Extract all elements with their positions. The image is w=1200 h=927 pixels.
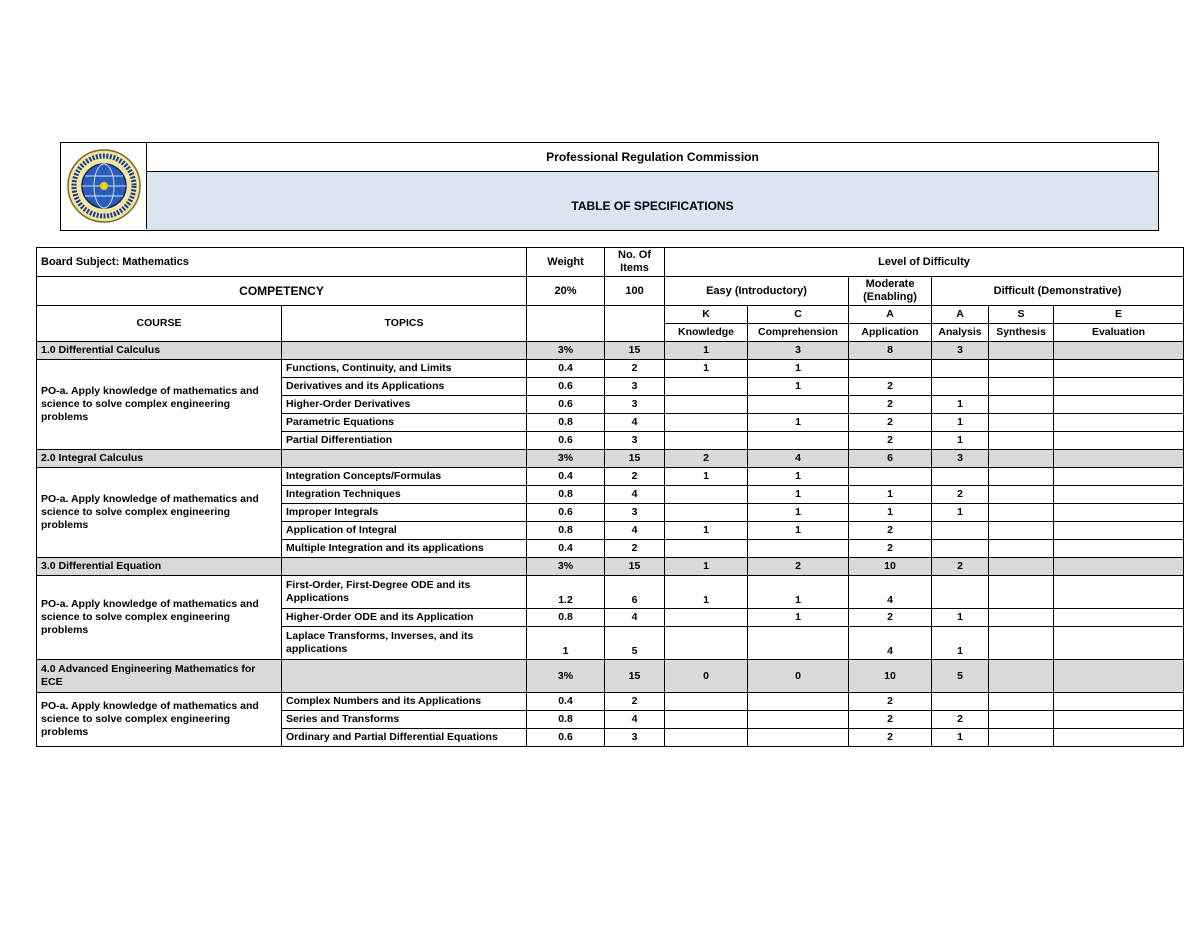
program-outcome: PO-a. Apply knowledge of mathematics and science to solve complex engineering problems xyxy=(37,468,282,558)
synthesis-cell xyxy=(989,396,1054,414)
items-cell: 6 xyxy=(605,576,665,609)
specifications-table xyxy=(36,247,1184,747)
analysis-cell xyxy=(932,576,989,609)
comprehension-cell: 1 xyxy=(748,414,849,432)
empty-cell xyxy=(282,660,527,693)
weight-cell: 0.6 xyxy=(527,378,605,396)
analysis-cell: 1 xyxy=(932,414,989,432)
application-cell: 2 xyxy=(849,711,932,729)
program-outcome: PO-a. Apply knowledge of mathematics and science to solve complex engineering problems xyxy=(37,693,282,747)
weight-cell: 0.6 xyxy=(527,504,605,522)
topic-row xyxy=(37,360,1184,378)
application-cell: 2 xyxy=(849,378,932,396)
weight-cell: 3% xyxy=(527,342,605,360)
section-name: 3.0 Differential Equation xyxy=(37,558,282,576)
application-cell: 2 xyxy=(849,729,932,747)
evaluation-cell xyxy=(1054,576,1184,609)
document-header xyxy=(60,142,1159,231)
items-cell: 4 xyxy=(605,522,665,540)
knowledge-cell: 1 xyxy=(665,522,748,540)
knowledge-cell xyxy=(665,609,748,627)
knowledge-cell xyxy=(665,693,748,711)
weight-cell: 1.2 xyxy=(527,576,605,609)
evaluation-cell xyxy=(1054,396,1184,414)
knowledge-cell xyxy=(665,432,748,450)
items-cell: 3 xyxy=(605,378,665,396)
comprehension-cell: 1 xyxy=(748,609,849,627)
comprehension-cell: 1 xyxy=(748,468,849,486)
weight-cell: 0.8 xyxy=(527,522,605,540)
synthesis-cell xyxy=(989,540,1054,558)
weight-cell: 0.8 xyxy=(527,609,605,627)
topic-name: Multiple Integration and its applications xyxy=(282,540,527,558)
evaluation-cell xyxy=(1054,660,1184,693)
evaluation-cell xyxy=(1054,522,1184,540)
application-cell: 8 xyxy=(849,342,932,360)
analysis-cell xyxy=(932,378,989,396)
weight-cell: 0.4 xyxy=(527,693,605,711)
level-name: Comprehension xyxy=(748,324,849,342)
comprehension-cell xyxy=(748,432,849,450)
knowledge-cell: 1 xyxy=(665,468,748,486)
synthesis-cell xyxy=(989,558,1054,576)
synthesis-cell xyxy=(989,627,1054,660)
analysis-cell xyxy=(932,522,989,540)
empty-cell xyxy=(282,450,527,468)
application-cell: 2 xyxy=(849,432,932,450)
items-cell: 3 xyxy=(605,729,665,747)
application-cell: 2 xyxy=(849,540,932,558)
level-name: Analysis xyxy=(932,324,989,342)
items-cell: 4 xyxy=(605,711,665,729)
comprehension-cell: 0 xyxy=(748,660,849,693)
topic-row xyxy=(37,468,1184,486)
evaluation-cell xyxy=(1054,609,1184,627)
comprehension-cell: 1 xyxy=(748,576,849,609)
synthesis-cell xyxy=(989,711,1054,729)
total-items: 100 xyxy=(605,277,665,306)
section-name: 1.0 Differential Calculus xyxy=(37,342,282,360)
synthesis-cell xyxy=(989,414,1054,432)
knowledge-cell xyxy=(665,540,748,558)
comprehension-cell xyxy=(748,627,849,660)
analysis-cell xyxy=(932,468,989,486)
empty-cell xyxy=(527,306,605,342)
evaluation-cell xyxy=(1054,468,1184,486)
weight-cell: 3% xyxy=(527,450,605,468)
table-header-row-3 xyxy=(37,306,1184,324)
section-row xyxy=(37,450,1184,468)
evaluation-cell xyxy=(1054,486,1184,504)
synthesis-cell xyxy=(989,486,1054,504)
competency-header: COMPETENCY xyxy=(37,277,527,306)
comprehension-cell: 1 xyxy=(748,522,849,540)
weight-cell: 1 xyxy=(527,627,605,660)
topic-name: Ordinary and Partial Differential Equations xyxy=(282,729,527,747)
section-row xyxy=(37,660,1184,693)
items-cell: 3 xyxy=(605,432,665,450)
items-cell: 5 xyxy=(605,627,665,660)
evaluation-cell xyxy=(1054,450,1184,468)
topic-name: Higher-Order ODE and its Application xyxy=(282,609,527,627)
items-cell: 15 xyxy=(605,450,665,468)
comprehension-cell: 1 xyxy=(748,360,849,378)
comprehension-cell xyxy=(748,729,849,747)
analysis-cell xyxy=(932,360,989,378)
empty-cell xyxy=(282,342,527,360)
evaluation-cell xyxy=(1054,729,1184,747)
total-weight: 20% xyxy=(527,277,605,306)
synthesis-cell xyxy=(989,609,1054,627)
knowledge-cell xyxy=(665,414,748,432)
items-cell: 2 xyxy=(605,360,665,378)
knowledge-cell xyxy=(665,378,748,396)
weight-cell: 0.4 xyxy=(527,540,605,558)
evaluation-cell xyxy=(1054,414,1184,432)
knowledge-cell: 1 xyxy=(665,342,748,360)
weight-cell: 0.8 xyxy=(527,711,605,729)
level-letter: C xyxy=(748,306,849,324)
comprehension-cell: 4 xyxy=(748,450,849,468)
weight-cell: 3% xyxy=(527,660,605,693)
topic-name: Complex Numbers and its Applications xyxy=(282,693,527,711)
level-letter: A xyxy=(849,306,932,324)
items-cell: 2 xyxy=(605,468,665,486)
analysis-cell: 1 xyxy=(932,609,989,627)
knowledge-cell: 1 xyxy=(665,360,748,378)
application-cell: 2 xyxy=(849,609,932,627)
header-subtitle: TABLE OF SPECIFICATIONS xyxy=(147,172,1158,230)
logo-cell xyxy=(61,143,147,229)
level-letter: K xyxy=(665,306,748,324)
program-outcome: PO-a. Apply knowledge of mathematics and science to solve complex engineering problems xyxy=(37,360,282,450)
application-cell: 2 xyxy=(849,522,932,540)
analysis-cell: 5 xyxy=(932,660,989,693)
items-cell: 3 xyxy=(605,504,665,522)
topic-name: Laplace Transforms, Inverses, and its applications xyxy=(282,627,527,660)
topic-name: Series and Transforms xyxy=(282,711,527,729)
synthesis-cell xyxy=(989,576,1054,609)
analysis-cell: 1 xyxy=(932,729,989,747)
analysis-cell: 1 xyxy=(932,504,989,522)
evaluation-cell xyxy=(1054,627,1184,660)
topic-row xyxy=(37,693,1184,711)
items-cell: 15 xyxy=(605,342,665,360)
application-cell: 4 xyxy=(849,627,932,660)
analysis-cell xyxy=(932,693,989,711)
topic-name: Higher-Order Derivatives xyxy=(282,396,527,414)
application-cell: 2 xyxy=(849,693,932,711)
application-cell: 2 xyxy=(849,414,932,432)
topic-row xyxy=(37,576,1184,609)
topic-name: Improper Integrals xyxy=(282,504,527,522)
analysis-cell: 2 xyxy=(932,558,989,576)
comprehension-cell xyxy=(748,711,849,729)
weight-cell: 0.8 xyxy=(527,486,605,504)
application-cell xyxy=(849,360,932,378)
application-cell: 2 xyxy=(849,396,932,414)
weight-cell: 3% xyxy=(527,558,605,576)
knowledge-cell xyxy=(665,486,748,504)
items-cell: 2 xyxy=(605,540,665,558)
evaluation-cell xyxy=(1054,711,1184,729)
knowledge-cell xyxy=(665,711,748,729)
application-cell: 6 xyxy=(849,450,932,468)
comprehension-cell: 2 xyxy=(748,558,849,576)
application-cell: 1 xyxy=(849,504,932,522)
synthesis-cell xyxy=(989,504,1054,522)
section-row xyxy=(37,342,1184,360)
comprehension-cell: 3 xyxy=(748,342,849,360)
evaluation-cell xyxy=(1054,540,1184,558)
evaluation-cell xyxy=(1054,432,1184,450)
prc-seal-icon xyxy=(66,148,142,224)
topic-name: Application of Integral xyxy=(282,522,527,540)
knowledge-cell xyxy=(665,504,748,522)
synthesis-cell xyxy=(989,522,1054,540)
knowledge-cell: 2 xyxy=(665,450,748,468)
section-name: 2.0 Integral Calculus xyxy=(37,450,282,468)
section-name: 4.0 Advanced Engineering Mathematics for ECE xyxy=(37,660,282,693)
weight-cell: 0.6 xyxy=(527,729,605,747)
topic-name: Derivatives and its Applications xyxy=(282,378,527,396)
analysis-cell: 2 xyxy=(932,711,989,729)
items-cell: 3 xyxy=(605,396,665,414)
analysis-cell: 3 xyxy=(932,342,989,360)
section-row xyxy=(37,558,1184,576)
difficult-header: Difficult (Demonstrative) xyxy=(932,277,1184,306)
evaluation-cell xyxy=(1054,504,1184,522)
empty-cell xyxy=(605,306,665,342)
program-outcome: PO-a. Apply knowledge of mathematics and science to solve complex engineering problems xyxy=(37,576,282,660)
items-cell: 15 xyxy=(605,558,665,576)
weight-cell: 0.8 xyxy=(527,414,605,432)
knowledge-cell xyxy=(665,396,748,414)
application-cell: 4 xyxy=(849,576,932,609)
level-name: Application xyxy=(849,324,932,342)
analysis-cell: 2 xyxy=(932,486,989,504)
items-cell: 4 xyxy=(605,486,665,504)
level-letter: S xyxy=(989,306,1054,324)
level-letter: A xyxy=(932,306,989,324)
evaluation-cell xyxy=(1054,378,1184,396)
synthesis-cell xyxy=(989,342,1054,360)
weight-header: Weight xyxy=(527,248,605,277)
knowledge-cell: 0 xyxy=(665,660,748,693)
synthesis-cell xyxy=(989,729,1054,747)
application-cell: 1 xyxy=(849,486,932,504)
synthesis-cell xyxy=(989,360,1054,378)
knowledge-cell xyxy=(665,729,748,747)
weight-cell: 0.6 xyxy=(527,396,605,414)
topic-name: Integration Concepts/Formulas xyxy=(282,468,527,486)
analysis-cell: 1 xyxy=(932,396,989,414)
items-cell: 4 xyxy=(605,414,665,432)
comprehension-cell xyxy=(748,540,849,558)
comprehension-cell: 1 xyxy=(748,378,849,396)
application-cell: 10 xyxy=(849,558,932,576)
analysis-cell: 1 xyxy=(932,432,989,450)
items-cell: 2 xyxy=(605,693,665,711)
application-cell: 10 xyxy=(849,660,932,693)
knowledge-cell: 1 xyxy=(665,558,748,576)
comprehension-cell xyxy=(748,396,849,414)
analysis-cell: 1 xyxy=(932,627,989,660)
weight-cell: 0.4 xyxy=(527,360,605,378)
synthesis-cell xyxy=(989,450,1054,468)
items-cell: 4 xyxy=(605,609,665,627)
level-letter: E xyxy=(1054,306,1184,324)
evaluation-cell xyxy=(1054,342,1184,360)
course-header: COURSE xyxy=(37,306,282,342)
topic-name: Integration Techniques xyxy=(282,486,527,504)
synthesis-cell xyxy=(989,660,1054,693)
table-header-row-1 xyxy=(37,248,1184,277)
synthesis-cell xyxy=(989,378,1054,396)
comprehension-cell: 1 xyxy=(748,504,849,522)
level-name: Synthesis xyxy=(989,324,1054,342)
synthesis-cell xyxy=(989,432,1054,450)
weight-cell: 0.4 xyxy=(527,468,605,486)
synthesis-cell xyxy=(989,693,1054,711)
knowledge-cell xyxy=(665,627,748,660)
weight-cell: 0.6 xyxy=(527,432,605,450)
topic-name: Functions, Continuity, and Limits xyxy=(282,360,527,378)
topic-name: Parametric Equations xyxy=(282,414,527,432)
header-title: Professional Regulation Commission xyxy=(147,143,1158,172)
difficulty-header: Level of Difficulty xyxy=(665,248,1184,277)
board-subject: Board Subject: Mathematics xyxy=(37,248,527,277)
topics-header: TOPICS xyxy=(282,306,527,342)
items-cell: 15 xyxy=(605,660,665,693)
empty-cell xyxy=(282,558,527,576)
evaluation-cell xyxy=(1054,558,1184,576)
topic-name: First-Order, First-Degree ODE and its Applications xyxy=(282,576,527,609)
knowledge-cell: 1 xyxy=(665,576,748,609)
evaluation-cell xyxy=(1054,693,1184,711)
table-header-row-2 xyxy=(37,277,1184,306)
level-name: Evaluation xyxy=(1054,324,1184,342)
comprehension-cell: 1 xyxy=(748,486,849,504)
topic-name: Partial Differentiation xyxy=(282,432,527,450)
evaluation-cell xyxy=(1054,360,1184,378)
application-cell xyxy=(849,468,932,486)
synthesis-cell xyxy=(989,468,1054,486)
analysis-cell xyxy=(932,540,989,558)
level-name: Knowledge xyxy=(665,324,748,342)
items-header: No. Of Items xyxy=(605,248,665,277)
analysis-cell: 3 xyxy=(932,450,989,468)
easy-header: Easy (Introductory) xyxy=(665,277,849,306)
comprehension-cell xyxy=(748,693,849,711)
moderate-header: Moderate (Enabling) xyxy=(849,277,932,306)
